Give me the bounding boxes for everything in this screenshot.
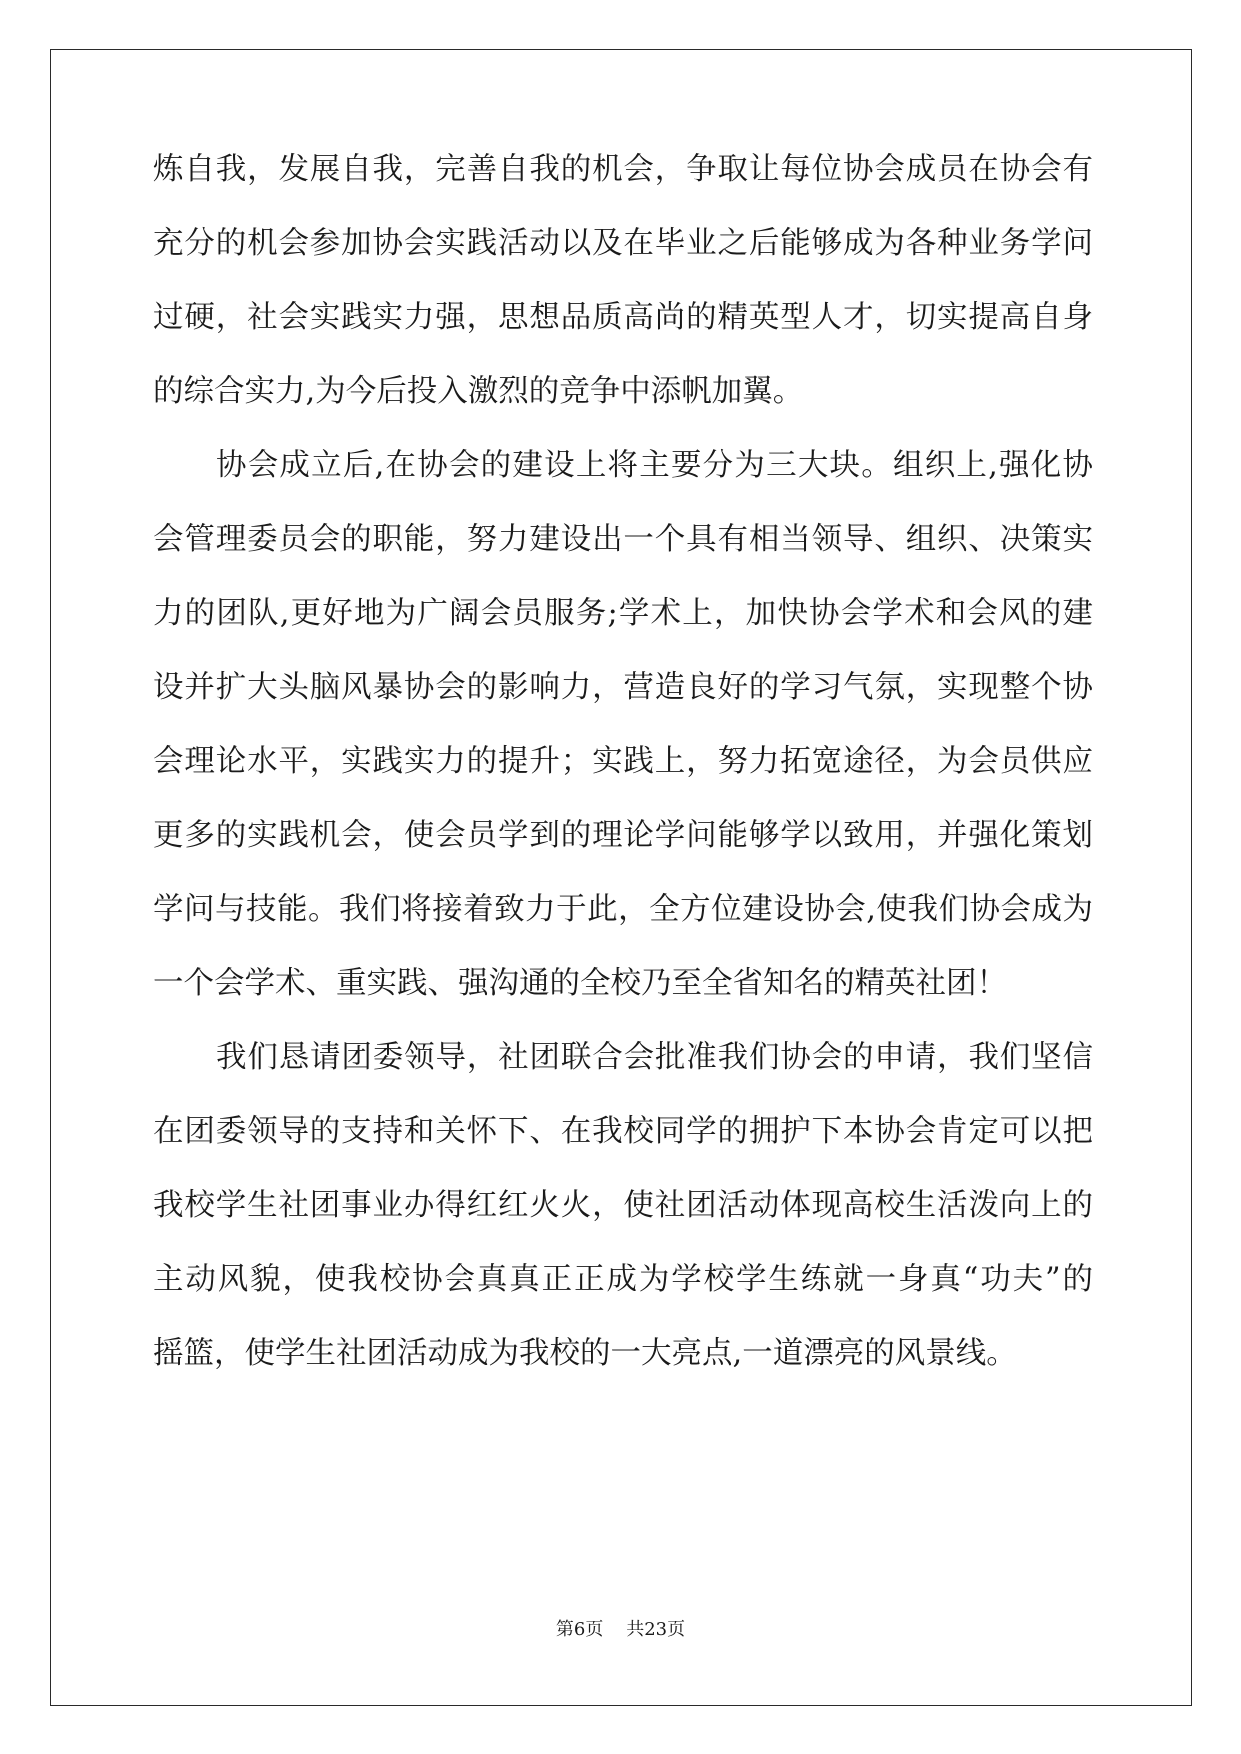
- text-line: 主动风貌，使我校协会真真正正成为学校学生练就一身真“功夫”的: [153, 1262, 1093, 1297]
- text-line: 会理论水平，实践实力的提升；实践上，努力拓宽途径，为会员供应: [153, 744, 1093, 779]
- text-line: 会管理委员会的职能，努力建设出一个具有相当领导、组织、决策实: [153, 522, 1093, 557]
- text-line: 的综合实力,为今后投入激烈的竞争中添帆加翼。: [153, 374, 804, 409]
- text-line: 在团委领导的支持和关怀下、在我校同学的拥护下本协会肯定可以把: [153, 1114, 1093, 1149]
- text-line: 设并扩大头脑风暴协会的影响力，营造良好的学习气氛，实现整个协: [153, 670, 1093, 705]
- text-line: 摇篮，使学生社团活动成为我校的一大亮点,一道漂亮的风景线。: [153, 1336, 1017, 1371]
- text-line: 过硬，社会实践实力强，思想品质高尚的精英型人才，切实提高自身: [153, 300, 1093, 335]
- text-line: 协会成立后,在协会的建设上将主要分为三大块。组织上,强化协: [216, 448, 1093, 483]
- text-line: 力的团队,更好地为广阔会员服务;学术上，加快协会学术和会风的建: [153, 596, 1093, 631]
- text-line: 我校学生社团事业办得红红火火，使社团活动体现高校生活泼向上的: [153, 1188, 1093, 1223]
- page-total: 共23页: [626, 1619, 686, 1640]
- page-number: 第6页: [555, 1619, 604, 1640]
- page-footer: [0, 1618, 1241, 1642]
- text-line: 充分的机会参加协会实践活动以及在毕业之后能够成为各种业务学问: [153, 226, 1093, 261]
- text-line: 我们恳请团委领导，社团联合会批准我们协会的申请，我们坚信: [216, 1040, 1093, 1075]
- text-line: 炼自我，发展自我，完善自我的机会，争取让每位协会成员在协会有: [153, 152, 1093, 187]
- text-line: 学问与技能。我们将接着致力于此，全方位建设协会,使我们协会成为: [153, 892, 1093, 927]
- text-line: 更多的实践机会，使会员学到的理论学问能够学以致用，并强化策划: [153, 818, 1093, 853]
- text-line: 一个会学术、重实践、强沟通的全校乃至全省知名的精英社团！: [153, 966, 1007, 1001]
